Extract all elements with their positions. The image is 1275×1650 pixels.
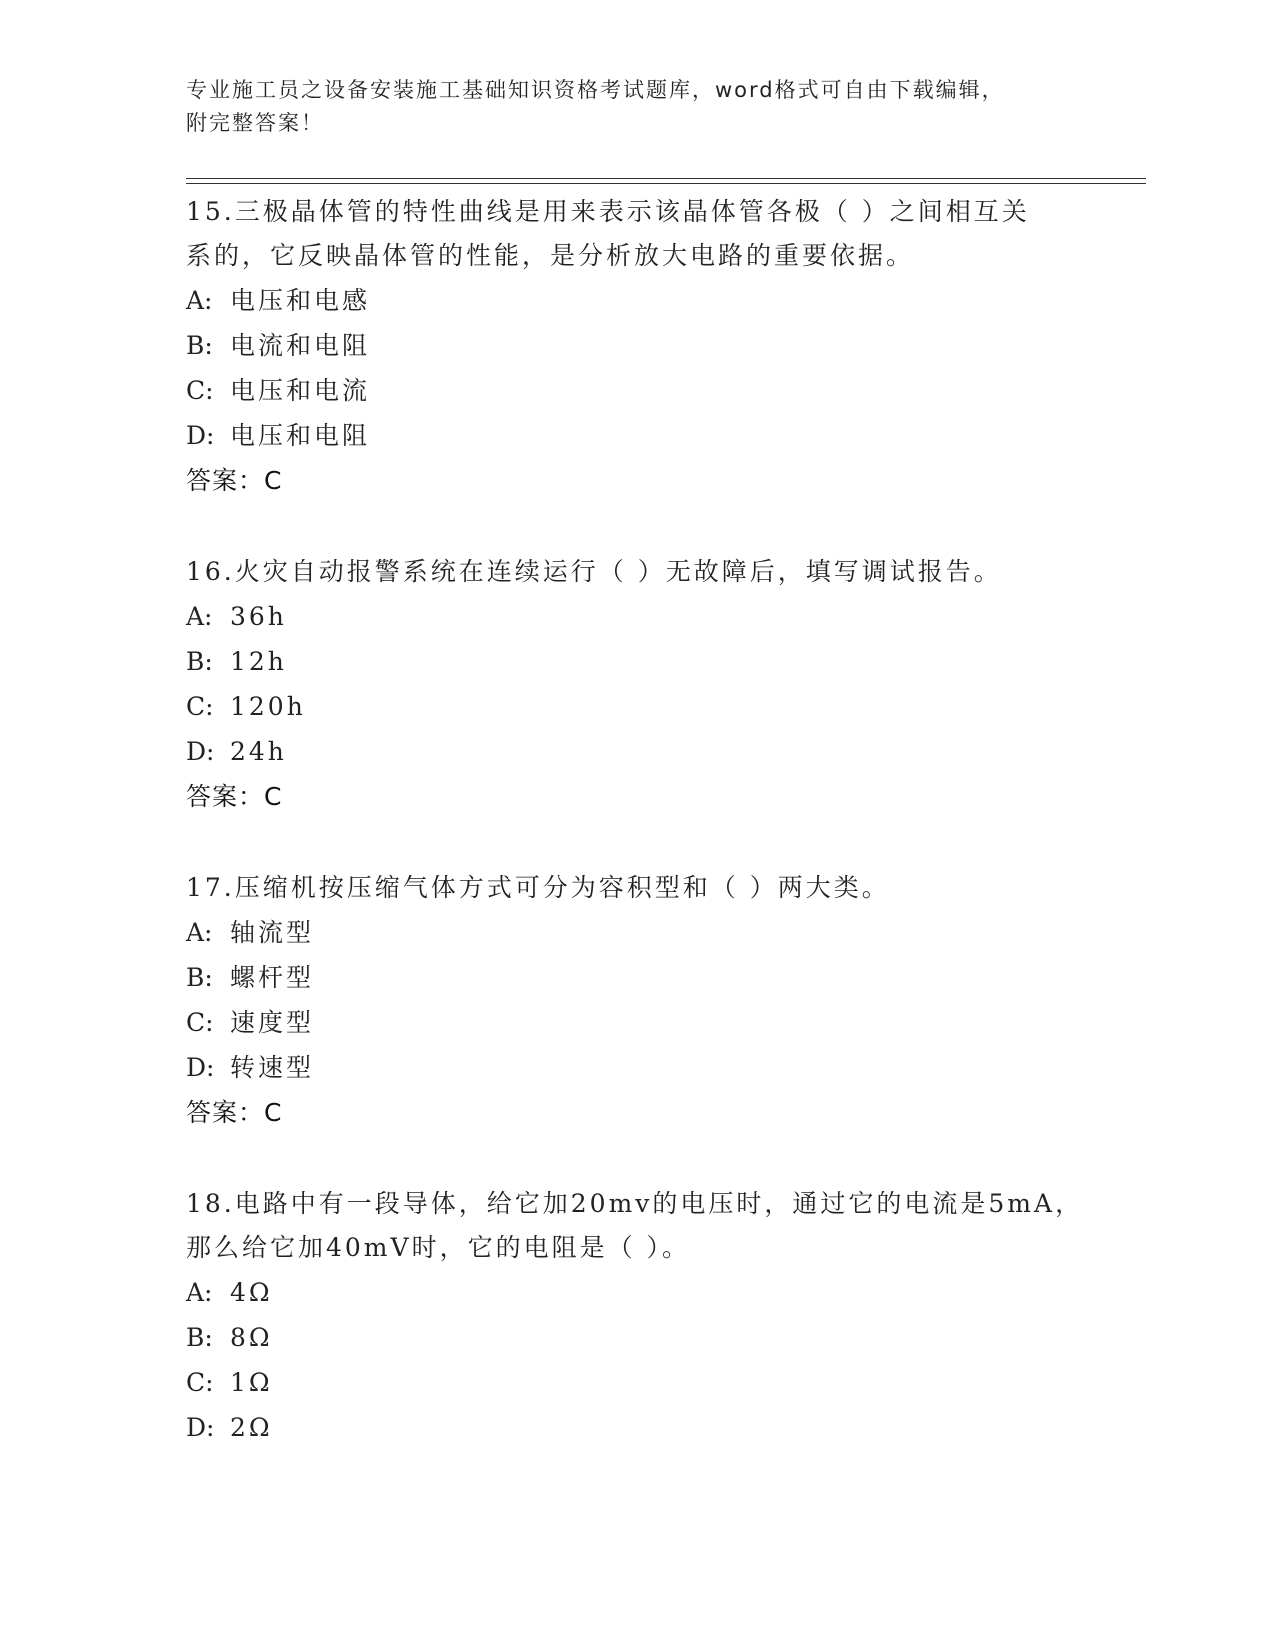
option-letter: B: bbox=[186, 963, 213, 992]
option-letter: D: bbox=[186, 737, 215, 766]
option-text: 螺杆型 bbox=[230, 963, 315, 992]
answer-line: 答案：C bbox=[186, 782, 283, 811]
option-d bbox=[186, 729, 1086, 774]
option-text: 8Ω bbox=[230, 1323, 273, 1352]
option-text: 电压和电感 bbox=[230, 286, 371, 315]
option-d bbox=[186, 413, 1086, 458]
option-text: 12h bbox=[230, 647, 287, 676]
question-stem-line: 那么给它加40mV时，它的电阻是（ ）。 bbox=[186, 1233, 691, 1262]
option-d bbox=[186, 1405, 1086, 1450]
answer-line: 答案：C bbox=[186, 466, 283, 495]
option-letter: C: bbox=[186, 1008, 214, 1037]
question-list bbox=[186, 190, 1086, 1450]
option-text: 120h bbox=[230, 692, 306, 721]
option-letter: C: bbox=[186, 1368, 214, 1397]
option-letter: D: bbox=[186, 421, 215, 450]
option-text: 速度型 bbox=[230, 1008, 315, 1037]
option-letter: C: bbox=[186, 376, 214, 405]
option-b bbox=[186, 955, 1086, 1000]
option-letter: B: bbox=[186, 331, 213, 360]
option-letter: D: bbox=[186, 1413, 215, 1442]
question-stem-line: 16.火灾自动报警系统在连续运行（ ）无故障后，填写调试报告。 bbox=[186, 557, 1002, 586]
option-d bbox=[186, 1045, 1086, 1090]
option-letter: A: bbox=[186, 602, 213, 631]
header-line-2: 附完整答案！ bbox=[186, 111, 324, 135]
option-text: 电流和电阻 bbox=[230, 331, 371, 360]
question-16 bbox=[186, 550, 1086, 819]
question-stem-line: 15.三极晶体管的特性曲线是用来表示该晶体管各极（ ）之间相互关 bbox=[186, 197, 1030, 226]
option-text: 4Ω bbox=[230, 1278, 273, 1307]
option-b bbox=[186, 1315, 1086, 1360]
question-stem-line: 18.电路中有一段导体，给它加20mv的电压时，通过它的电流是5mA， bbox=[186, 1189, 1084, 1218]
header-divider-bottom bbox=[186, 183, 1146, 184]
header-divider-top bbox=[186, 178, 1146, 179]
option-a bbox=[186, 910, 1086, 955]
question-18 bbox=[186, 1182, 1086, 1450]
question-17 bbox=[186, 866, 1086, 1135]
option-letter: B: bbox=[186, 1323, 213, 1352]
question-stem-line: 17.压缩机按压缩气体方式可分为容积型和（ ）两大类。 bbox=[186, 873, 890, 902]
option-text: 2Ω bbox=[230, 1413, 273, 1442]
header-line-1: 专业施工员之设备安装施工基础知识资格考试题库，word格式可自由下载编辑， bbox=[186, 78, 1005, 102]
question-spacer bbox=[186, 819, 1086, 866]
option-b bbox=[186, 639, 1086, 684]
option-text: 1Ω bbox=[230, 1368, 273, 1397]
option-text: 电压和电阻 bbox=[230, 421, 371, 450]
option-c bbox=[186, 1000, 1086, 1045]
option-letter: A: bbox=[186, 286, 213, 315]
option-c bbox=[186, 1360, 1086, 1405]
option-c bbox=[186, 684, 1086, 729]
option-text: 转速型 bbox=[230, 1053, 315, 1082]
document-header bbox=[186, 74, 1066, 140]
option-text: 电压和电流 bbox=[230, 376, 371, 405]
option-text: 24h bbox=[230, 737, 287, 766]
option-c bbox=[186, 368, 1086, 413]
question-15 bbox=[186, 190, 1086, 503]
option-letter: A: bbox=[186, 918, 213, 947]
option-a bbox=[186, 278, 1086, 323]
option-letter: C: bbox=[186, 692, 214, 721]
option-text: 36h bbox=[230, 602, 287, 631]
question-spacer bbox=[186, 503, 1086, 550]
option-letter: D: bbox=[186, 1053, 215, 1082]
option-letter: A: bbox=[186, 1278, 213, 1307]
option-a bbox=[186, 1270, 1086, 1315]
option-letter: B: bbox=[186, 647, 213, 676]
question-stem-line: 系的，它反映晶体管的性能，是分析放大电路的重要依据。 bbox=[186, 241, 915, 270]
answer-line: 答案：C bbox=[186, 1098, 283, 1127]
option-a bbox=[186, 594, 1086, 639]
question-spacer bbox=[186, 1135, 1086, 1182]
option-b bbox=[186, 323, 1086, 368]
option-text: 轴流型 bbox=[230, 918, 315, 947]
